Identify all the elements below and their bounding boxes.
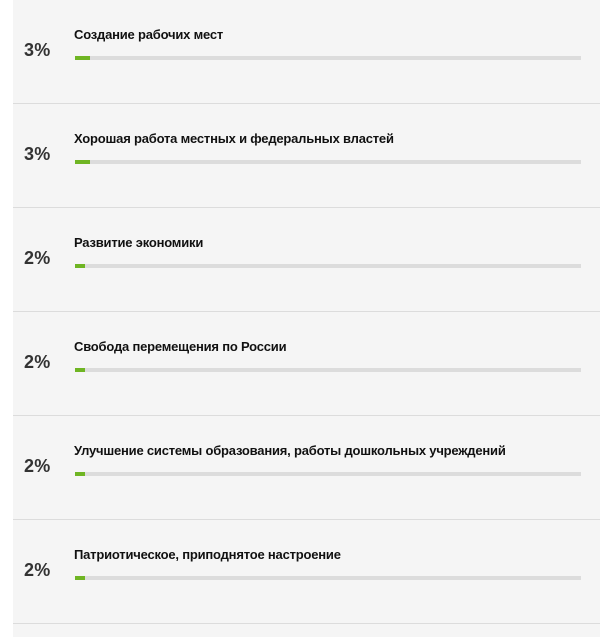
results-panel [13,0,600,637]
result-label: Патриотическое, приподнятое настроение [74,547,341,562]
result-row [13,0,600,104]
result-bar-track [75,576,581,580]
result-bar-fill [75,56,90,60]
result-bar-fill [75,368,85,372]
result-percent: 2% [24,248,51,268]
result-label: Улучшение системы образования, работы дошкольных учреждений [74,443,506,458]
result-bar-fill [75,160,90,164]
result-label: Создание рабочих мест [74,27,224,42]
result-percent: 2% [24,560,51,580]
result-bar-track [75,264,581,268]
result-row [13,208,600,312]
result-percent: 2% [24,456,51,476]
result-bar-fill [75,576,85,580]
result-bar-fill [75,472,85,476]
result-bar-fill [75,264,85,268]
result-row [13,520,600,624]
result-label: Хорошая работа местных и федеральных властей [74,131,394,146]
result-percent: 3% [24,40,51,60]
result-row [13,416,600,520]
result-label: Развитие экономики [74,235,204,250]
result-label: Свобода перемещения по России [74,339,287,354]
result-percent: 2% [24,352,51,372]
result-bar-track [75,56,581,60]
result-row [13,312,600,416]
result-bar-track [75,368,581,372]
result-bar-track [75,160,581,164]
result-bar-track [75,472,581,476]
result-row [13,104,600,208]
result-percent: 3% [24,144,51,164]
